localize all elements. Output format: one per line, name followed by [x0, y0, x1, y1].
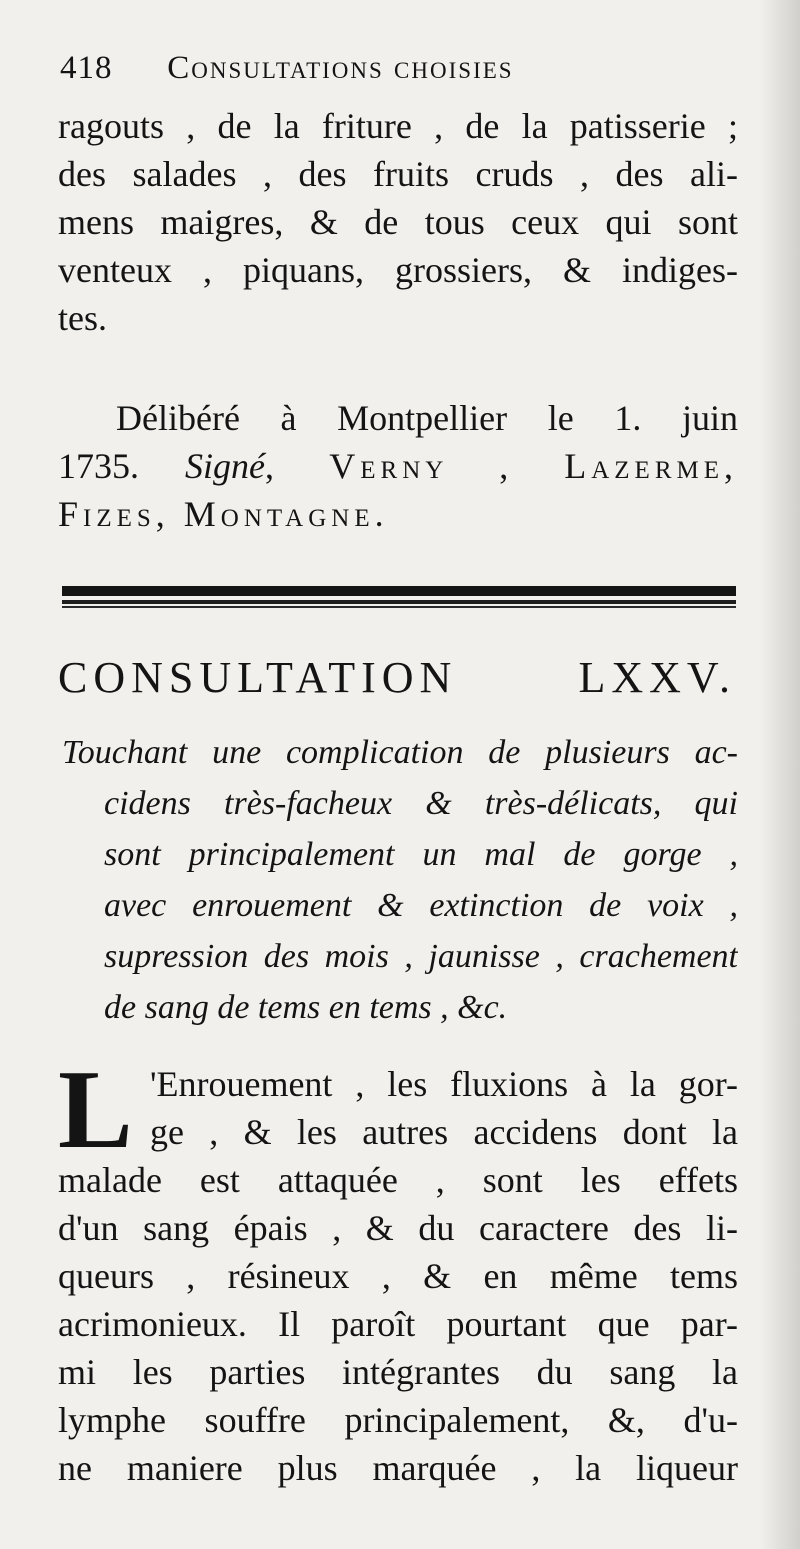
text-line: tes.: [58, 298, 107, 338]
deliberation-line: Délibéré à Montpellier le 1. juin: [116, 398, 738, 438]
summary-line: sont principalement un mal de gorge ,: [104, 836, 738, 873]
text-line: mens maigres, & de tous ceux qui sont: [58, 202, 738, 242]
summary-line: cidens très-facheux & très-délicats, qui: [104, 785, 738, 822]
paragraph-continuation: [58, 102, 738, 342]
consultation-heading: CONSULTATION LXXV.: [58, 653, 736, 702]
signatories-line-2: Fizes, Montagne.: [58, 494, 389, 534]
summary-line: avec enrouement & extinction de voix ,: [104, 887, 738, 924]
summary-line: Touchant une complication de plusieurs ac-: [62, 734, 738, 771]
body-line: queurs , résineux , & en même tems: [58, 1256, 738, 1296]
body-line: malade est attaquée , sont les effets: [58, 1160, 738, 1200]
text-line: venteux , piquans, grossiers, & indiges-: [58, 250, 738, 290]
running-header: [60, 50, 760, 100]
body-line: ge , & les autres accidens dont la: [150, 1112, 738, 1152]
text-line: ragouts , de la friture , de la patisserie ;: [58, 106, 738, 146]
body-line: lymphe souffre principalement, &, d'u-: [58, 1400, 738, 1440]
running-title: Consultations choisies: [167, 50, 514, 86]
signe-label: Signé: [184, 446, 265, 486]
body-line: 'Enrouement , les fluxions à la gor-: [150, 1064, 738, 1104]
body-line: mi les parties intégrantes du sang la: [58, 1352, 738, 1392]
section-divider: [62, 586, 736, 610]
body-line: d'un sang épais , & du caractere des li-: [58, 1208, 738, 1248]
consultation-summary: [62, 727, 738, 1033]
body-line: acrimonieux. Il paroît pourtant que par-: [58, 1304, 738, 1344]
summary-line: supression des mois , jaunisse , crachement: [104, 938, 738, 975]
signatory-names: , Verny , Lazerme,: [264, 446, 738, 486]
signature-block: [58, 394, 738, 538]
signatories-line: [58, 442, 738, 490]
page-number: 418: [60, 50, 113, 86]
drop-cap: L: [58, 1048, 133, 1172]
body-paragraph: [58, 1048, 738, 1492]
text-line: des salades , des fruits cruds , des ali-: [58, 154, 738, 194]
summary-line: de sang de tems en tems , &c.: [104, 989, 508, 1026]
year: 1735.: [58, 446, 139, 486]
body-line: ne maniere plus marquée , la liqueur: [58, 1448, 738, 1488]
page-edge-shadow: [760, 0, 800, 1549]
